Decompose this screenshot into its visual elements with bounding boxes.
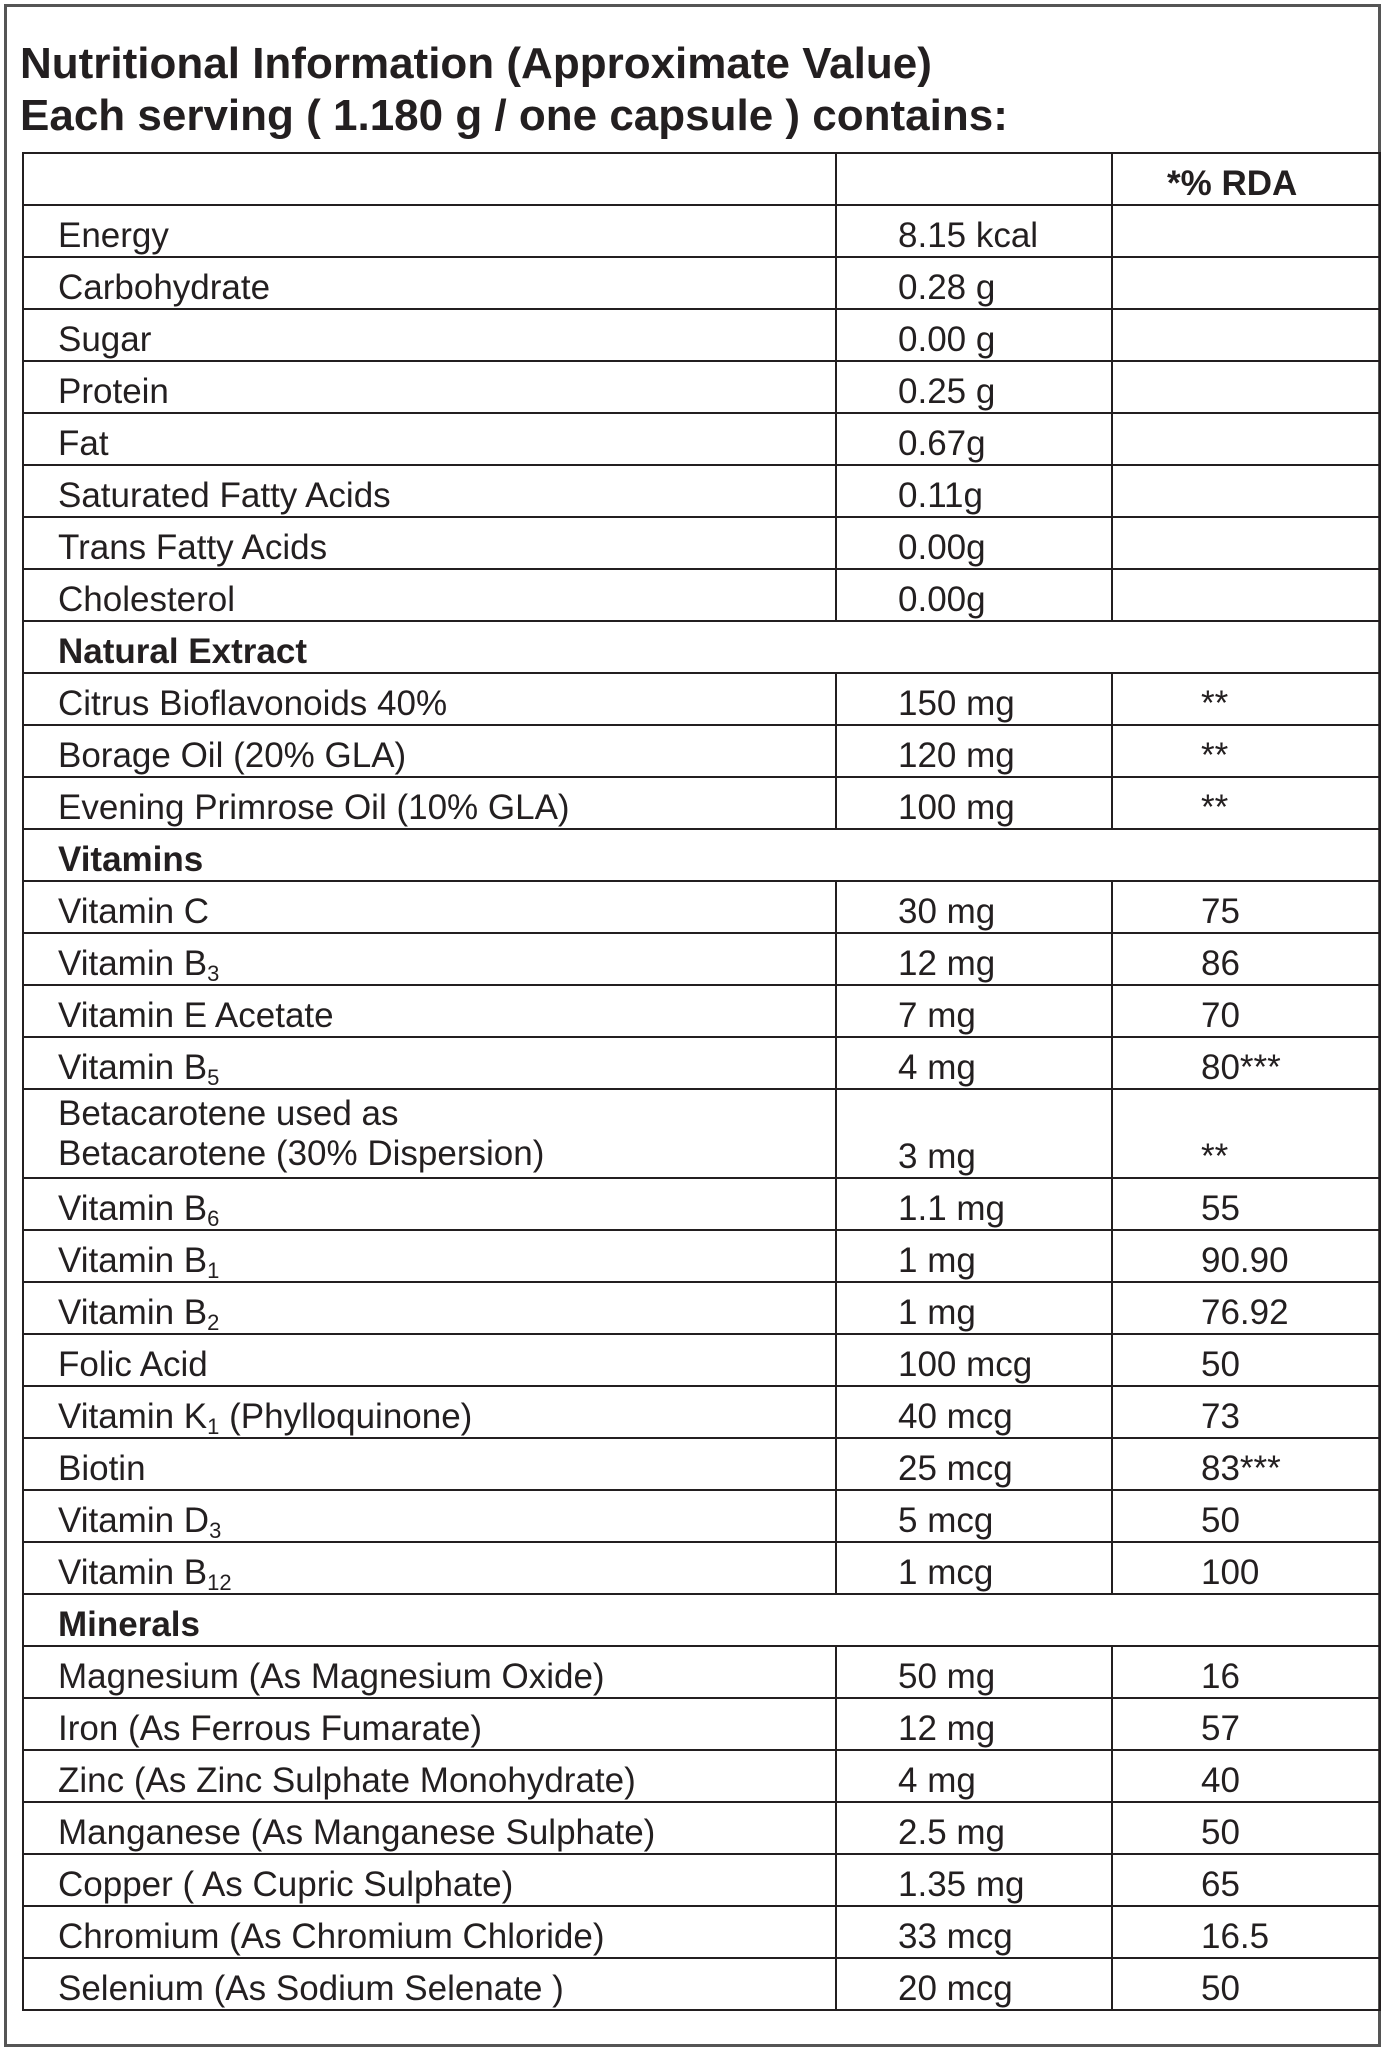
nutrient-name-cell bbox=[23, 725, 836, 777]
nutrient-name-cell bbox=[23, 881, 836, 933]
nutrient-name: Sugar bbox=[58, 320, 152, 359]
nutrient-name: Selenium (As Sodium Selenate ) bbox=[58, 1969, 564, 2008]
nutrient-name: Folic Acid bbox=[58, 1345, 208, 1384]
header-row bbox=[23, 153, 1380, 205]
amount-cell: 33 mcg bbox=[836, 1906, 1112, 1958]
amount-cell: 50 mg bbox=[836, 1646, 1112, 1698]
table-row bbox=[23, 985, 1380, 1037]
table-row bbox=[23, 673, 1380, 725]
table-row bbox=[23, 413, 1380, 465]
nutrient-name-cell bbox=[23, 205, 836, 257]
section-row bbox=[23, 829, 1380, 881]
nutrient-name-cell bbox=[23, 933, 836, 985]
table-row bbox=[23, 465, 1380, 517]
nutrient-name-cell bbox=[23, 1089, 836, 1178]
nutrient-name: Manganese (As Manganese Sulphate) bbox=[58, 1813, 656, 1852]
nutrient-subscript: 1 bbox=[207, 1414, 220, 1438]
title-line-1: Nutritional Information (Approximate Value) bbox=[20, 39, 932, 88]
rda-cell bbox=[1112, 309, 1380, 361]
table-row bbox=[23, 881, 1380, 933]
header-amount-cell bbox=[836, 153, 1112, 205]
amount-cell: 0.28 g bbox=[836, 257, 1112, 309]
nutrient-subscript: 12 bbox=[207, 1570, 232, 1594]
nutrient-name: Vitamin B bbox=[58, 1553, 208, 1592]
nutrient-subscript: 1 bbox=[207, 1258, 220, 1282]
amount-cell: 8.15 kcal bbox=[836, 205, 1112, 257]
nutrient-name: Citrus Bioflavonoids 40% bbox=[58, 684, 448, 723]
table-row bbox=[23, 1646, 1380, 1698]
nutrient-name-cell bbox=[23, 361, 836, 413]
table-row bbox=[23, 1334, 1380, 1386]
nutrient-name-cell bbox=[23, 1958, 836, 2010]
rda-cell: 83*** bbox=[1112, 1438, 1380, 1490]
table-row bbox=[23, 205, 1380, 257]
rda-cell: ** bbox=[1112, 777, 1380, 829]
nutrient-name: Fat bbox=[58, 424, 109, 463]
rda-cell: 16.5 bbox=[1112, 1906, 1380, 1958]
nutrient-name-cell bbox=[23, 1802, 836, 1854]
table-row bbox=[23, 1178, 1380, 1230]
nutrient-name-cell bbox=[23, 517, 836, 569]
table-row bbox=[23, 569, 1380, 621]
rda-cell: 80*** bbox=[1112, 1037, 1380, 1089]
rda-cell: 50 bbox=[1112, 1334, 1380, 1386]
table-row bbox=[23, 1750, 1380, 1802]
nutrient-name: Vitamin E Acetate bbox=[58, 996, 334, 1035]
rda-cell bbox=[1112, 361, 1380, 413]
nutrient-name-cell bbox=[23, 1698, 836, 1750]
amount-cell: 1 mg bbox=[836, 1282, 1112, 1334]
nutrient-name-line-2: Betacarotene (30% Dispersion) bbox=[58, 1134, 545, 1174]
nutrient-name-cell bbox=[23, 1438, 836, 1490]
table-row bbox=[23, 361, 1380, 413]
nutrient-name: Saturated Fatty Acids bbox=[58, 476, 391, 515]
table-row bbox=[23, 1282, 1380, 1334]
amount-cell: 12 mg bbox=[836, 1698, 1112, 1750]
table-row bbox=[23, 1958, 1380, 2010]
amount-cell: 40 mcg bbox=[836, 1386, 1112, 1438]
rda-cell: 90.90 bbox=[1112, 1230, 1380, 1282]
nutrient-name-cell bbox=[23, 1490, 836, 1542]
section-heading: Natural Extract bbox=[23, 621, 1380, 673]
amount-cell: 25 mcg bbox=[836, 1438, 1112, 1490]
amount-cell: 0.25 g bbox=[836, 361, 1112, 413]
nutrient-name: Trans Fatty Acids bbox=[58, 528, 328, 567]
rda-cell: ** bbox=[1112, 1089, 1380, 1178]
amount-cell: 0.11g bbox=[836, 465, 1112, 517]
nutrient-name-cell bbox=[23, 1230, 836, 1282]
amount-cell: 0.00 g bbox=[836, 309, 1112, 361]
nutrient-name: Iron (As Ferrous Fumarate) bbox=[58, 1709, 482, 1748]
amount-cell: 1 mcg bbox=[836, 1542, 1112, 1594]
title-line-2: Each serving ( 1.180 g / one capsule ) contains: bbox=[20, 91, 1008, 140]
nutrient-subscript: 3 bbox=[207, 961, 220, 985]
nutrient-name-cell bbox=[23, 1646, 836, 1698]
amount-cell: 7 mg bbox=[836, 985, 1112, 1037]
nutrient-name-cell bbox=[23, 1178, 836, 1230]
nutrient-name: Vitamin B bbox=[58, 1293, 208, 1332]
rda-cell: 76.92 bbox=[1112, 1282, 1380, 1334]
table-row bbox=[23, 1089, 1380, 1178]
nutrient-name: Magnesium (As Magnesium Oxide) bbox=[58, 1657, 605, 1696]
rda-cell: 50 bbox=[1112, 1802, 1380, 1854]
nutrient-name: Vitamin B bbox=[58, 1189, 208, 1228]
nutrient-name: Cholesterol bbox=[58, 580, 236, 619]
rda-cell bbox=[1112, 205, 1380, 257]
amount-cell: 5 mcg bbox=[836, 1490, 1112, 1542]
rda-cell bbox=[1112, 413, 1380, 465]
table-row bbox=[23, 1698, 1380, 1750]
table-row bbox=[23, 1802, 1380, 1854]
nutrient-name-cell bbox=[23, 1542, 836, 1594]
rda-cell: 50 bbox=[1112, 1958, 1380, 2010]
amount-cell: 0.00g bbox=[836, 517, 1112, 569]
table-row bbox=[23, 1037, 1380, 1089]
table-row bbox=[23, 1438, 1380, 1490]
table-row bbox=[23, 933, 1380, 985]
nutrient-name: Energy bbox=[58, 216, 169, 255]
rda-cell: 57 bbox=[1112, 1698, 1380, 1750]
nutrient-name-cell bbox=[23, 673, 836, 725]
rda-cell: 40 bbox=[1112, 1750, 1380, 1802]
nutrient-name: Vitamin D bbox=[58, 1501, 210, 1540]
nutrient-name: Biotin bbox=[58, 1449, 146, 1488]
amount-cell: 3 mg bbox=[836, 1089, 1112, 1178]
rda-cell: 55 bbox=[1112, 1178, 1380, 1230]
rda-cell: 86 bbox=[1112, 933, 1380, 985]
section-heading: Vitamins bbox=[23, 829, 1380, 881]
nutrient-name-cell bbox=[23, 257, 836, 309]
rda-cell bbox=[1112, 569, 1380, 621]
nutrient-name-cell bbox=[23, 1750, 836, 1802]
header-name-cell bbox=[23, 153, 836, 205]
amount-cell: 4 mg bbox=[836, 1037, 1112, 1089]
amount-cell: 0.67g bbox=[836, 413, 1112, 465]
nutrient-name-cell bbox=[23, 569, 836, 621]
rda-cell bbox=[1112, 465, 1380, 517]
rda-cell: 73 bbox=[1112, 1386, 1380, 1438]
rda-cell: 50 bbox=[1112, 1490, 1380, 1542]
nutrient-name: Evening Primrose Oil (10% GLA) bbox=[58, 788, 570, 827]
table-body bbox=[23, 205, 1380, 2010]
table-row bbox=[23, 1854, 1380, 1906]
nutrient-name: Protein bbox=[58, 372, 169, 411]
rda-cell: ** bbox=[1112, 673, 1380, 725]
amount-cell: 20 mcg bbox=[836, 1958, 1112, 2010]
nutrient-name-cell bbox=[23, 777, 836, 829]
section-heading: Minerals bbox=[23, 1594, 1380, 1646]
nutrient-name-suffix: (Phylloquinone) bbox=[219, 1397, 473, 1436]
rda-cell: 16 bbox=[1112, 1646, 1380, 1698]
nutrient-subscript: 2 bbox=[207, 1310, 220, 1334]
rda-cell: 75 bbox=[1112, 881, 1380, 933]
table-row bbox=[23, 1490, 1380, 1542]
header-rda-cell: *% RDA bbox=[1112, 153, 1380, 205]
table-row bbox=[23, 777, 1380, 829]
nutrient-name: Zinc (As Zinc Sulphate Monohydrate) bbox=[58, 1761, 636, 1800]
amount-cell: 4 mg bbox=[836, 1750, 1112, 1802]
rda-cell: ** bbox=[1112, 725, 1380, 777]
table-row bbox=[23, 257, 1380, 309]
nutrient-name: Copper ( As Cupric Sulphate) bbox=[58, 1865, 514, 1904]
amount-cell: 12 mg bbox=[836, 933, 1112, 985]
amount-cell: 1 mg bbox=[836, 1230, 1112, 1282]
rda-cell: 65 bbox=[1112, 1854, 1380, 1906]
nutrient-name-cell bbox=[23, 1854, 836, 1906]
section-row bbox=[23, 621, 1380, 673]
rda-cell: 100 bbox=[1112, 1542, 1380, 1594]
rda-cell: 70 bbox=[1112, 985, 1380, 1037]
nutrient-name: Vitamin C bbox=[58, 892, 210, 931]
table-row bbox=[23, 1230, 1380, 1282]
nutrient-name-cell bbox=[23, 1906, 836, 1958]
amount-cell: 1.1 mg bbox=[836, 1178, 1112, 1230]
amount-cell: 100 mg bbox=[836, 777, 1112, 829]
nutrient-name-cell bbox=[23, 1037, 836, 1089]
nutrient-name-cell bbox=[23, 1386, 836, 1438]
nutrient-name-cell bbox=[23, 465, 836, 517]
nutrient-name: Vitamin B bbox=[58, 1048, 208, 1087]
amount-cell: 0.00g bbox=[836, 569, 1112, 621]
nutrient-name: Vitamin K bbox=[58, 1397, 208, 1436]
nutrient-name: Carbohydrate bbox=[58, 268, 271, 307]
table-row bbox=[23, 517, 1380, 569]
nutrient-name: Chromium (As Chromium Chloride) bbox=[58, 1917, 605, 1956]
table-row bbox=[23, 725, 1380, 777]
nutrient-subscript: 3 bbox=[209, 1518, 222, 1542]
amount-cell: 150 mg bbox=[836, 673, 1112, 725]
table-row bbox=[23, 1542, 1380, 1594]
table-row bbox=[23, 1906, 1380, 1958]
section-row bbox=[23, 1594, 1380, 1646]
nutrient-name: Vitamin B bbox=[58, 944, 208, 983]
nutrient-name: Betacarotene used as bbox=[58, 1094, 399, 1134]
nutrient-name: Borage Oil (20% GLA) bbox=[58, 736, 407, 775]
nutrient-name-cell bbox=[23, 1282, 836, 1334]
amount-cell: 2.5 mg bbox=[836, 1802, 1112, 1854]
rda-cell bbox=[1112, 517, 1380, 569]
nutrient-subscript: 5 bbox=[207, 1065, 220, 1089]
nutrient-subscript: 6 bbox=[207, 1206, 220, 1230]
amount-cell: 30 mg bbox=[836, 881, 1112, 933]
nutrient-name: Vitamin B bbox=[58, 1241, 208, 1280]
table-row bbox=[23, 309, 1380, 361]
rda-cell bbox=[1112, 257, 1380, 309]
nutrient-name-cell bbox=[23, 413, 836, 465]
table-row bbox=[23, 1386, 1380, 1438]
amount-cell: 120 mg bbox=[836, 725, 1112, 777]
nutrient-name-cell bbox=[23, 1334, 836, 1386]
nutrient-name-cell bbox=[23, 985, 836, 1037]
nutrient-name-cell bbox=[23, 309, 836, 361]
nutrition-table bbox=[22, 152, 1381, 2011]
amount-cell: 100 mcg bbox=[836, 1334, 1112, 1386]
amount-cell: 1.35 mg bbox=[836, 1854, 1112, 1906]
